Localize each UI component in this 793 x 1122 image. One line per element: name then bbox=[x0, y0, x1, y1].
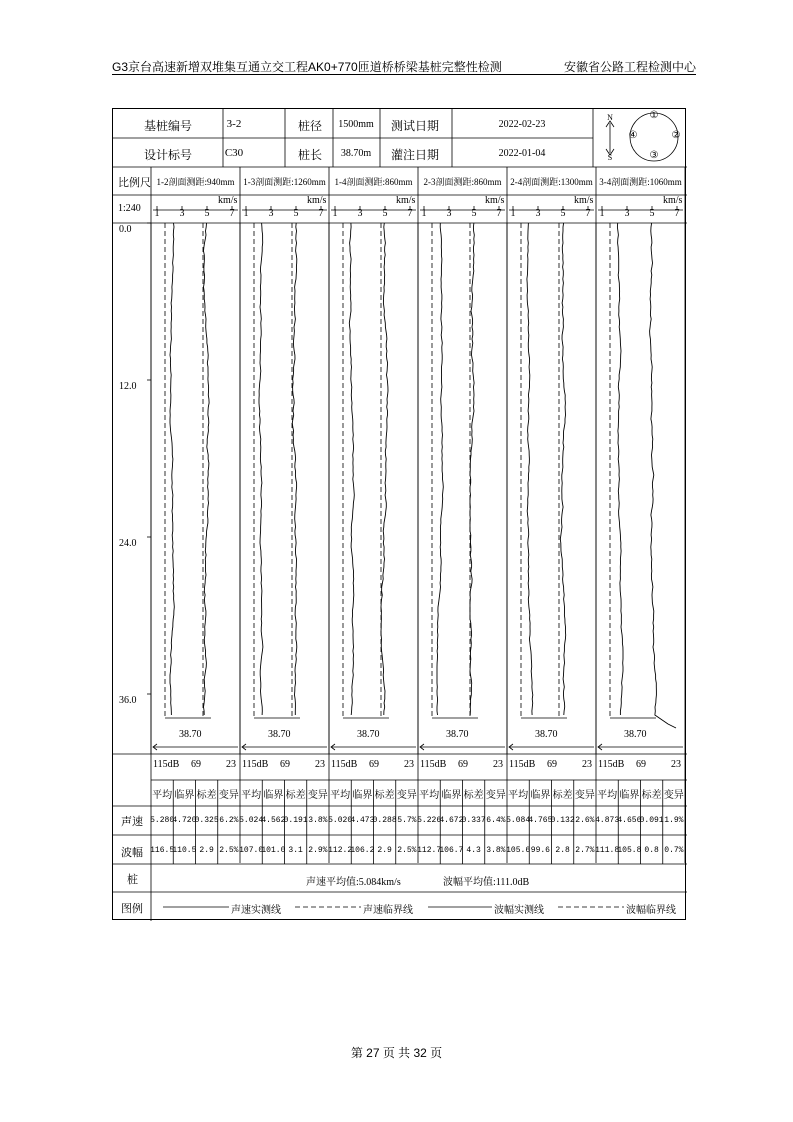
amplitude-stat-value: 3.1 bbox=[288, 846, 303, 855]
test-date-label: 测试日期 bbox=[390, 119, 440, 133]
amplitude-stat-value: 99.6 bbox=[530, 846, 550, 855]
compass-south: S bbox=[607, 153, 613, 162]
tube-4-label: ④ bbox=[628, 130, 638, 141]
velocity-stat-value: 0.325 bbox=[194, 816, 219, 825]
velocity-unit: km/s bbox=[663, 195, 683, 206]
amplitude-tick-label: 69 bbox=[547, 759, 557, 770]
velocity-unit: km/s bbox=[485, 195, 505, 206]
amplitude-measured-curve bbox=[381, 223, 388, 715]
velocity-stat-value: 5.226 bbox=[417, 816, 442, 825]
amplitude-stat-value: 0.8 bbox=[644, 846, 659, 855]
velocity-stat-value: 5.020 bbox=[328, 816, 353, 825]
pile-no-value: 3-2 bbox=[226, 118, 242, 130]
velocity-unit: km/s bbox=[218, 195, 238, 206]
velocity-unit: km/s bbox=[574, 195, 594, 206]
velocity-measured-curve bbox=[259, 223, 263, 715]
page-footer: 第 27 页 共 32 页 bbox=[350, 1046, 443, 1060]
amplitude-stat-value: 2.8 bbox=[555, 846, 570, 855]
velocity-tick-label: 3 bbox=[268, 208, 274, 219]
profile-label: 1-3剖面测距:1260mm bbox=[243, 177, 326, 187]
velocity-stat-value: 4.656 bbox=[617, 816, 642, 825]
stat-header: 临界 bbox=[263, 790, 284, 801]
amplitude-stat-value: 3.8% bbox=[486, 846, 506, 855]
velocity-tick-label: 3 bbox=[446, 208, 452, 219]
amplitude-tick-label: 69 bbox=[369, 759, 379, 770]
header-rule bbox=[112, 74, 696, 75]
test-date-value: 2022-02-23 bbox=[498, 119, 546, 130]
velocity-tick-label: 5 bbox=[471, 208, 477, 219]
stat-header: 标差 bbox=[641, 790, 662, 801]
velocity-stat-value: 6.2% bbox=[219, 816, 239, 825]
velocity-stat-value: 5.024 bbox=[239, 816, 264, 825]
velocity-unit: km/s bbox=[307, 195, 327, 206]
profile-label: 2-4剖面测距:1300mm bbox=[510, 177, 593, 187]
stat-header: 临界 bbox=[530, 790, 551, 801]
legend-amplitude-critical: 波幅临界线 bbox=[626, 905, 676, 916]
profile-label: 3-4剖面测距:1060mm bbox=[599, 177, 682, 187]
stat-header: 标差 bbox=[374, 790, 395, 801]
amplitude-stat-value: 112.7 bbox=[417, 846, 442, 855]
velocity-stat-value: 2.6% bbox=[575, 816, 595, 825]
pile-bottom-depth: 38.70 bbox=[624, 729, 647, 740]
velocity-tick-label: 7 bbox=[407, 208, 413, 219]
amplitude-tick-label: 23 bbox=[671, 759, 681, 770]
amplitude-stat-value: 2.5% bbox=[397, 846, 417, 855]
amplitude-tick-label: 69 bbox=[458, 759, 468, 770]
amplitude-stat-value: 105.8 bbox=[617, 846, 642, 855]
stat-header: 平均 bbox=[330, 790, 351, 801]
amplitude-tick-label: 23 bbox=[582, 759, 592, 770]
velocity-tick-label: 7 bbox=[585, 208, 591, 219]
pile-row-label: 桩 bbox=[127, 874, 138, 886]
velocity-tick-label: 7 bbox=[496, 208, 502, 219]
stat-header: 变异 bbox=[485, 790, 506, 801]
velocity-stat-value: 1.9% bbox=[664, 816, 684, 825]
velocity-measured-curve bbox=[527, 223, 533, 715]
amplitude-stat-value: 107.0 bbox=[239, 846, 264, 855]
amplitude-tick-label: 115dB bbox=[331, 759, 358, 770]
amplitude-row-label: 波幅 bbox=[121, 847, 143, 859]
stat-header: 标差 bbox=[552, 790, 573, 801]
velocity-measured-curve bbox=[617, 223, 623, 715]
velocity-tick-label: 1 bbox=[154, 208, 160, 219]
amplitude-stat-value: 110.5 bbox=[172, 846, 197, 855]
length-label: 桩长 bbox=[297, 148, 323, 162]
velocity-tick-label: 5 bbox=[649, 208, 655, 219]
amplitude-stat-value: 2.7% bbox=[575, 846, 595, 855]
velocity-stat-value: 4.562 bbox=[261, 816, 286, 825]
velocity-measured-curve bbox=[349, 223, 354, 715]
velocity-stat-value: 0.337 bbox=[461, 816, 486, 825]
depth-tick: 24.0 bbox=[119, 538, 137, 549]
diameter-label: 桩径 bbox=[297, 119, 323, 133]
amplitude-stat-value: 2.9% bbox=[308, 846, 328, 855]
amplitude-stat-value: 116.5 bbox=[150, 846, 175, 855]
stat-header: 平均 bbox=[597, 790, 618, 801]
velocity-tick-label: 3 bbox=[357, 208, 363, 219]
amplitude-tick-label: 115dB bbox=[153, 759, 180, 770]
profile-label: 1-4剖面测距:860mm bbox=[334, 177, 413, 187]
legend-amplitude-measured: 波幅实测线 bbox=[494, 905, 544, 916]
velocity-stat-value: 4.473 bbox=[350, 816, 375, 825]
amplitude-stat-value: 4.3 bbox=[466, 846, 481, 855]
amplitude-tick-label: 69 bbox=[636, 759, 646, 770]
pile-bottom-depth: 38.70 bbox=[446, 729, 469, 740]
stat-header: 变异 bbox=[663, 790, 684, 801]
velocity-stat-value: 3.8% bbox=[308, 816, 328, 825]
diameter-value: 1500mm bbox=[338, 119, 374, 130]
stat-header: 平均 bbox=[508, 790, 529, 801]
amplitude-tick-label: 23 bbox=[404, 759, 414, 770]
velocity-stat-value: 5.7% bbox=[397, 816, 417, 825]
project-title: G3京台高速新增双堆集互通立交工程AK0+770匝道桥桥梁基桩完整性检测 bbox=[112, 60, 502, 74]
pile-bottom-depth: 38.70 bbox=[535, 729, 558, 740]
design-grade-value: C30 bbox=[224, 147, 244, 159]
amplitude-average: 波幅平均值:111.0dB bbox=[443, 877, 530, 888]
velocity-stat-value: 0.132 bbox=[550, 816, 575, 825]
velocity-tick-label: 7 bbox=[674, 208, 680, 219]
legend-row-label: 图例 bbox=[121, 903, 143, 915]
scale-value: 1:240 bbox=[118, 203, 141, 214]
amplitude-tick-label: 69 bbox=[280, 759, 290, 770]
stat-header: 标差 bbox=[285, 790, 306, 801]
velocity-stat-value: 4.765 bbox=[528, 816, 553, 825]
velocity-tick-label: 1 bbox=[599, 208, 605, 219]
stat-header: 变异 bbox=[396, 790, 417, 801]
velocity-stat-value: 5.280 bbox=[150, 816, 175, 825]
tube-2-label: ② bbox=[671, 130, 681, 141]
velocity-tick-label: 7 bbox=[229, 208, 235, 219]
compass-north: N bbox=[607, 113, 613, 122]
stat-header: 平均 bbox=[241, 790, 262, 801]
tube-1-label: ① bbox=[649, 110, 659, 121]
stat-header: 平均 bbox=[152, 790, 173, 801]
profile-label: 2-3剖面测距:860mm bbox=[423, 177, 502, 187]
stat-header: 变异 bbox=[218, 790, 239, 801]
stat-header: 平均 bbox=[419, 790, 440, 801]
amplitude-tick-label: 115dB bbox=[509, 759, 536, 770]
amplitude-stat-value: 111.8 bbox=[595, 846, 620, 855]
pile-test-report bbox=[112, 108, 686, 920]
organization-name: 安徽省公路工程检测中心 bbox=[563, 60, 696, 74]
amplitude-stat-value: 2.9 bbox=[377, 846, 392, 855]
amplitude-tick-label: 115dB bbox=[242, 759, 269, 770]
legend-velocity-measured: 声速实测线 bbox=[231, 905, 281, 916]
amplitude-tick-label: 69 bbox=[191, 759, 201, 770]
length-value: 38.70m bbox=[340, 148, 372, 159]
velocity-tick-label: 1 bbox=[332, 208, 338, 219]
pile-bottom-depth: 38.70 bbox=[179, 729, 202, 740]
stat-header: 临界 bbox=[352, 790, 373, 801]
velocity-measured-curve bbox=[170, 223, 174, 715]
amplitude-tick-label: 23 bbox=[315, 759, 325, 770]
velocity-stat-value: 4.873 bbox=[595, 816, 620, 825]
depth-tick: 0.0 bbox=[119, 224, 132, 235]
amplitude-stat-value: 0.7% bbox=[664, 846, 684, 855]
velocity-tick-label: 5 bbox=[382, 208, 388, 219]
stat-header: 临界 bbox=[441, 790, 462, 801]
amplitude-stat-value: 101.0 bbox=[261, 846, 286, 855]
amplitude-measured-curve bbox=[292, 223, 297, 715]
amplitude-tick-label: 23 bbox=[493, 759, 503, 770]
pile-no-label: 基桩编号 bbox=[143, 119, 193, 133]
velocity-tick-label: 1 bbox=[510, 208, 516, 219]
pile-bottom-depth: 38.70 bbox=[268, 729, 291, 740]
stat-header: 临界 bbox=[619, 790, 640, 801]
velocity-unit: km/s bbox=[396, 195, 416, 206]
amplitude-tick-label: 115dB bbox=[598, 759, 625, 770]
pour-date-label: 灌注日期 bbox=[390, 148, 440, 162]
velocity-tick-label: 7 bbox=[318, 208, 324, 219]
amplitude-stat-value: 112.2 bbox=[328, 846, 353, 855]
design-grade-label: 设计标号 bbox=[143, 148, 193, 162]
scale-label: 比例尺 bbox=[118, 177, 151, 189]
velocity-tick-label: 5 bbox=[204, 208, 210, 219]
amplitude-stat-value: 2.9 bbox=[199, 846, 214, 855]
pour-date-value: 2022-01-04 bbox=[498, 148, 546, 159]
velocity-tick-label: 1 bbox=[421, 208, 427, 219]
profile-label: 1-2剖面测距:940mm bbox=[156, 177, 235, 187]
velocity-measured-curve bbox=[437, 223, 443, 715]
depth-tick: 36.0 bbox=[119, 695, 137, 706]
velocity-tick-label: 3 bbox=[179, 208, 185, 219]
depth-tick: 12.0 bbox=[119, 381, 137, 392]
stat-header: 变异 bbox=[574, 790, 595, 801]
stat-header: 标差 bbox=[196, 790, 217, 801]
amplitude-measured-curve bbox=[204, 223, 210, 715]
velocity-stat-value: 0.191 bbox=[283, 816, 308, 825]
amplitude-measured-curve bbox=[650, 223, 676, 728]
velocity-tick-label: 5 bbox=[560, 208, 566, 219]
velocity-stat-value: 4.672 bbox=[439, 816, 464, 825]
stat-header: 临界 bbox=[174, 790, 195, 801]
velocity-row-label: 声速 bbox=[121, 816, 143, 828]
pile-bottom-depth: 38.70 bbox=[357, 729, 380, 740]
amplitude-tick-label: 23 bbox=[226, 759, 236, 770]
stat-header: 标差 bbox=[463, 790, 484, 801]
velocity-stat-value: 5.084 bbox=[506, 816, 531, 825]
amplitude-measured-curve bbox=[470, 223, 474, 715]
velocity-tick-label: 3 bbox=[535, 208, 541, 219]
velocity-tick-label: 3 bbox=[624, 208, 630, 219]
amplitude-stat-value: 2.5% bbox=[219, 846, 239, 855]
velocity-stat-value: 6.4% bbox=[486, 816, 506, 825]
amplitude-stat-value: 106.7 bbox=[439, 846, 464, 855]
velocity-tick-label: 1 bbox=[243, 208, 249, 219]
amplitude-stat-value: 105.6 bbox=[506, 846, 531, 855]
amplitude-tick-label: 115dB bbox=[420, 759, 447, 770]
velocity-tick-label: 5 bbox=[293, 208, 299, 219]
velocity-average: 声速平均值:5.084km/s bbox=[306, 877, 401, 888]
velocity-stat-value: 4.720 bbox=[172, 816, 197, 825]
legend-velocity-critical: 声速临界线 bbox=[363, 905, 413, 916]
amplitude-stat-value: 106.2 bbox=[350, 846, 375, 855]
amplitude-measured-curve bbox=[560, 223, 565, 715]
velocity-stat-value: 0.288 bbox=[372, 816, 397, 825]
velocity-stat-value: 0.091 bbox=[639, 816, 664, 825]
tube-3-label: ③ bbox=[649, 150, 659, 161]
stat-header: 变异 bbox=[307, 790, 328, 801]
